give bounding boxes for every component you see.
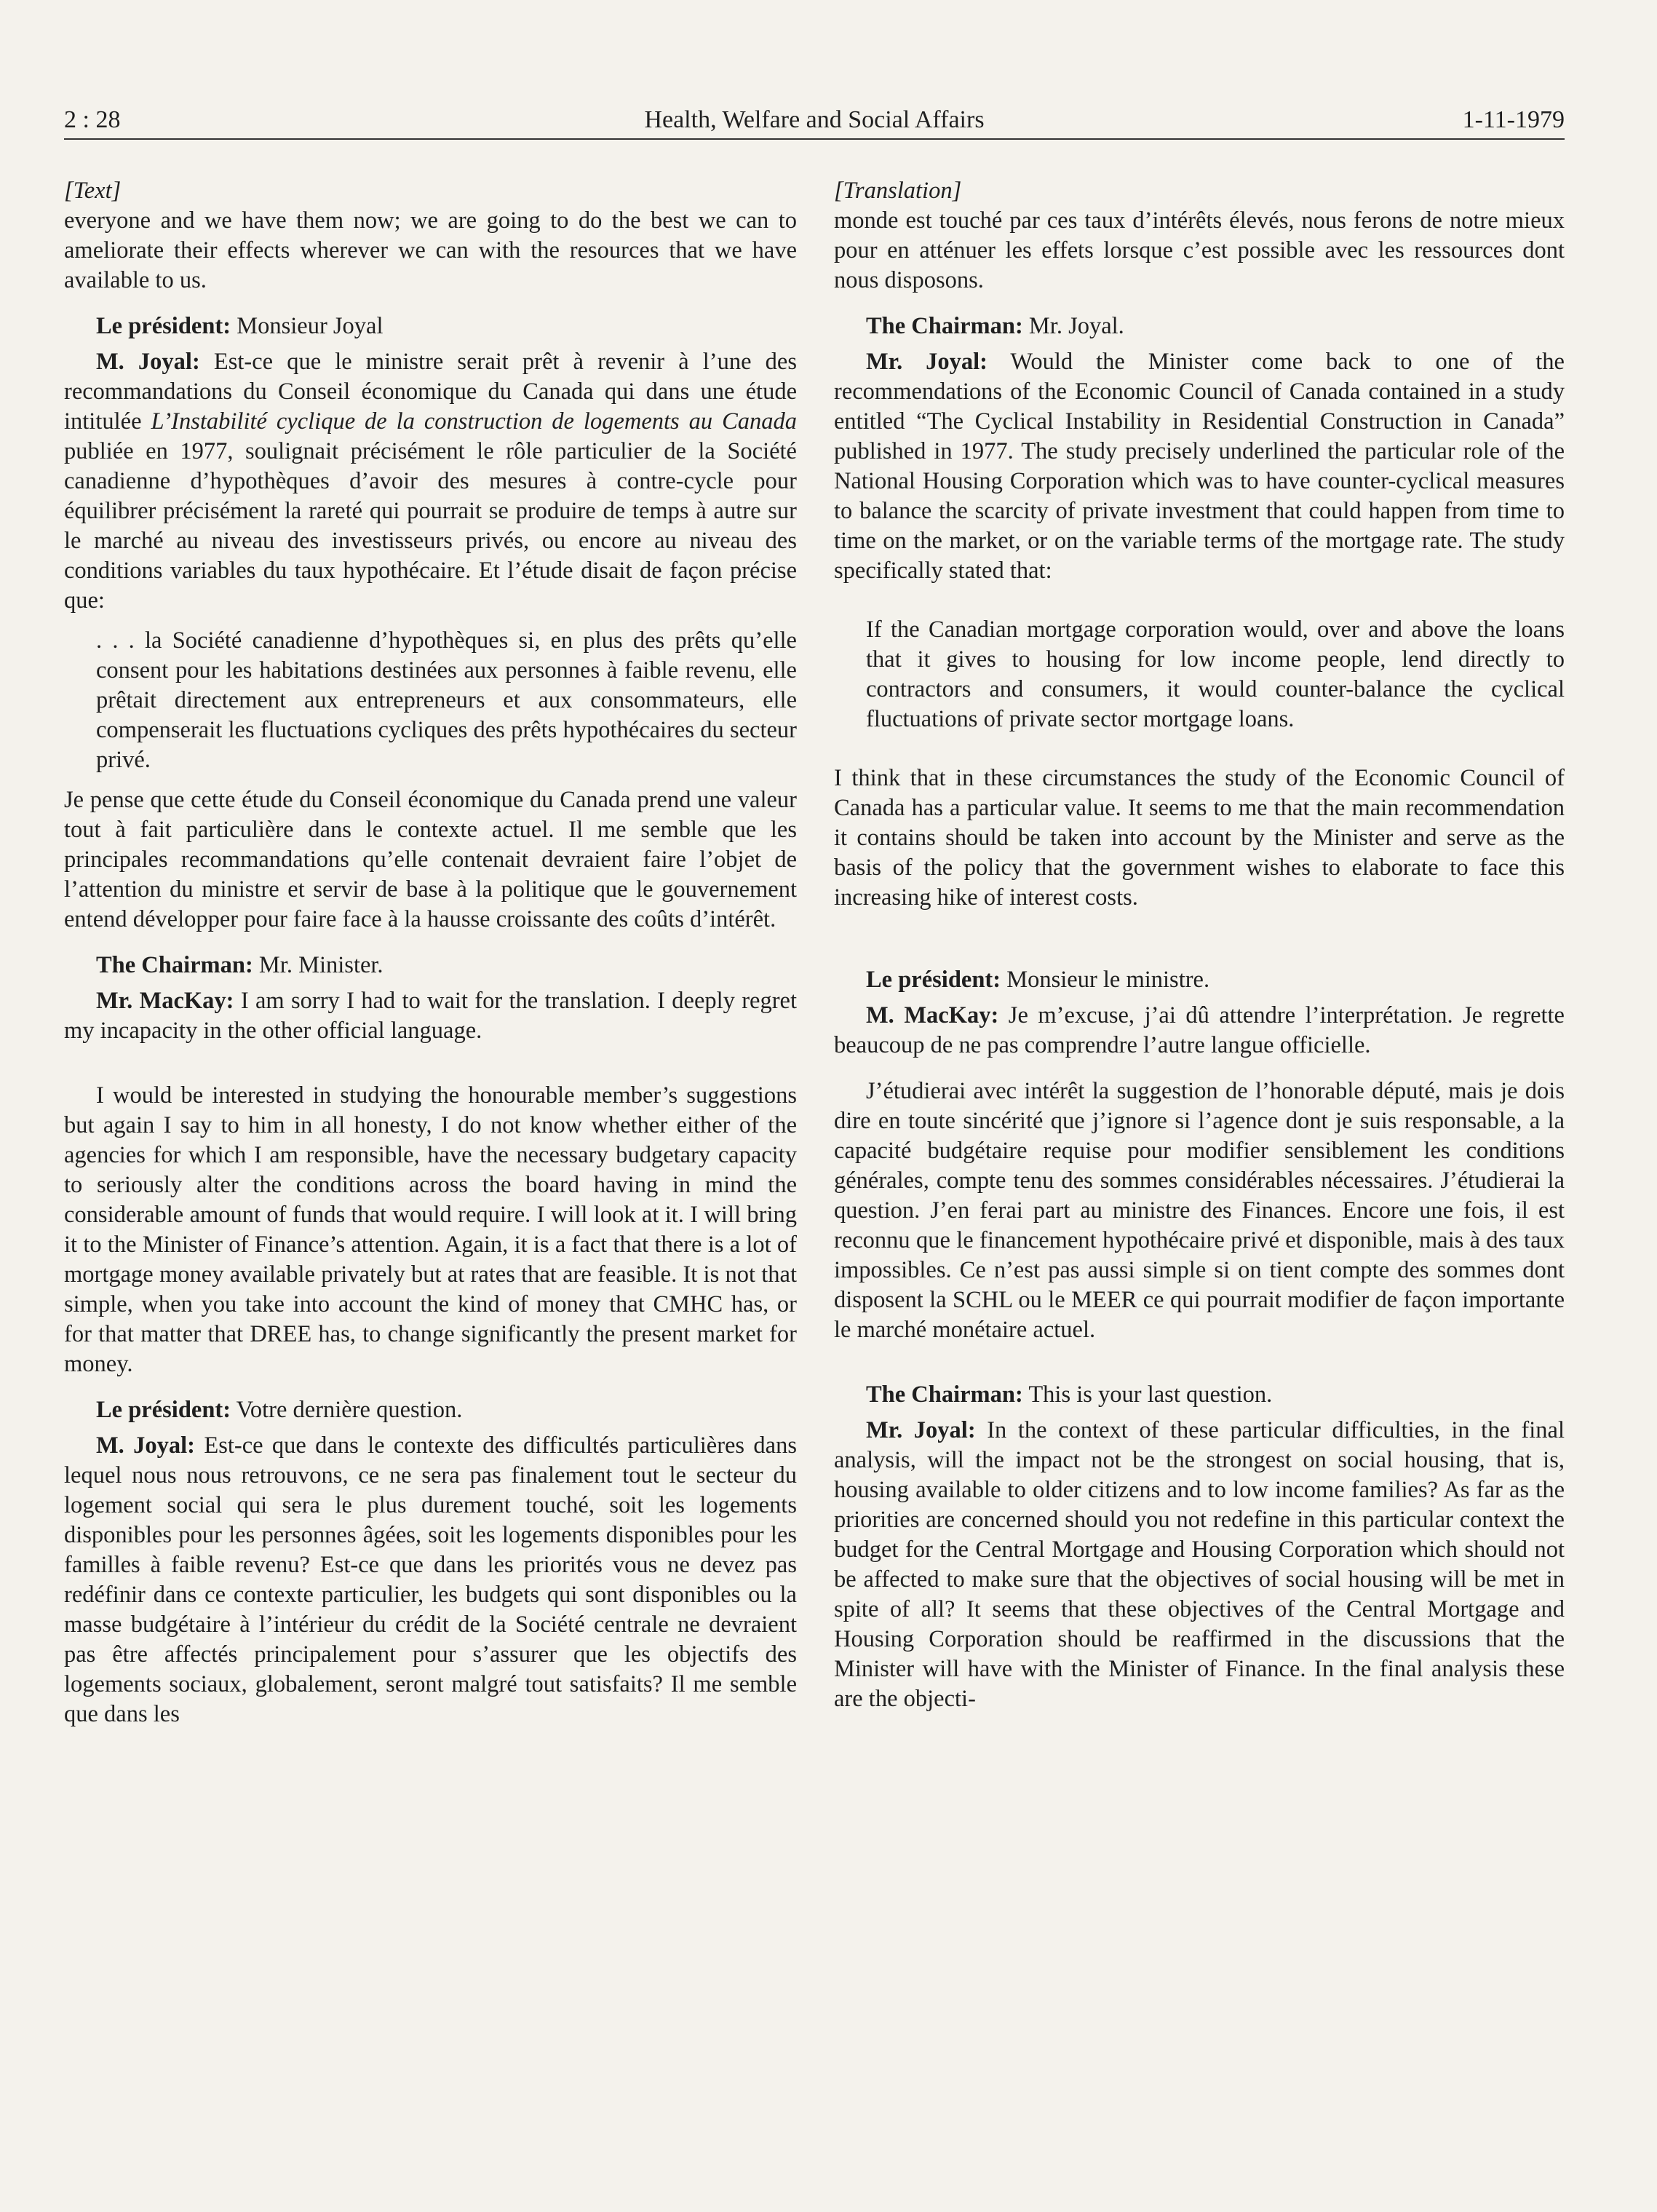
speech — [64, 347, 797, 616]
paragraph: J’étudierai avec intérêt la suggestion de l’honorable député, mais je dois dire en toute sincérité que j’ignore si l’agence dont je suis responsable, a la capacité budgétaire requise pour modifier sensiblement les conditions générales, compte tenu des sommes considérables nécessaires. J’étudierai la question. J’en ferai part au ministre des Finances. Encore une fois, il est reconnu que le financement hypothécaire privé et disponible, mais à des taux impossibles. Ce n’est pas aussi simple si on tient compte des sommes dont disposent la SCHL ou le MEER ce qui pourrait modifier de façon importante le marché monétaire actuel. — [834, 1078, 1565, 1343]
paragraph: Je pense que cette étude du Conseil économique du Canada prend une valeur tout à fait particulière dans le contexte actuel. Il me semble que les principales recommandations qu’elle contenait devraient faire l’objet de l’attention du ministre et servir de base à la politique que le gouvernement entend développer pour faire face à la hausse croissante des coûts d’intérêt. — [64, 787, 797, 932]
speaker-name: Mr. Joyal: — [866, 1417, 976, 1443]
left-column — [64, 176, 797, 1729]
speech — [834, 965, 1565, 995]
speech-text: Would the Minister come back to one of the recommendations of the Economic Council of Canada contained in a study entitled “The Cyclical Instability in Residential Construction in Canada” published in 1977. The study precisely underlined the particular role of the National Housing Corporation which was to have counter-cyclical measures to balance the scarcity of private investment that could happen from time to time on the market, or on the variable terms of the mortgage rate. The study specifically stated that: — [834, 349, 1565, 584]
paragraph: I think that in these circumstances the study of the Economic Council of Canada has a particular value. It seems to me that the main recommendation it contains should be taken into account by the Minister and serve as the basis of the policy that the government wishes to elaborate to face this increasing hike of interest costs. — [834, 765, 1565, 911]
speech — [64, 312, 797, 341]
speech-text: I am sorry I had to wait for the translation. I deeply regret my incapacity in the other official language. — [64, 988, 797, 1044]
paragraph: everyone and we have them now; we are going to do the best we can to ameliorate their effects wherever we can with the resources that we have available to us. — [64, 207, 797, 293]
speech-text: In the context of these particular difficulties, in the final analysis, will the impact not be the strongest on social housing, that is, housing available to older citizens and to low income families? As far as the priorities are concerned should you not redefine in this particular context the budget for the Central Mortgage and Housing Corporation which should not be affected to make sure that the objectives of social housing will be met in spite of all? It seems that these objectives of the Central Mortgage and Housing Corporation should be reaffirmed in the discussions that the Minister will have with the Minister of Finance. In the final analysis these are the objecti- — [834, 1417, 1565, 1712]
speech — [834, 312, 1565, 341]
study-title: L’Instabilité cyclique de la construction de logements au Canada — [151, 408, 797, 435]
speech — [64, 1431, 797, 1729]
speech-text: publiée en 1977, soulignait précisément le rôle particulier de la Société canadienne d’hypothèques d’avoir des mesures à contre-cycle pour équilibrer précisément la rareté qui pourrait se produire de temps à autre sur le marché au niveau des investisseurs privés, ou encore au niveau des conditions variables du taux hypothécaire. Et l’étude disait de façon précise que: — [64, 438, 797, 614]
speech-text: Mr. Joyal. — [1022, 313, 1124, 339]
speech — [834, 1380, 1565, 1410]
speaker-name: Le président: — [96, 313, 231, 339]
speech-text: Je m’excuse, j’ai dû attendre l’interprétation. Je regrette beaucoup de ne pas comprendre l’autre langue officielle. — [834, 1002, 1565, 1058]
speech-text: Votre dernière question. — [231, 1397, 463, 1423]
speaker-name: Mr. MacKay: — [96, 988, 234, 1014]
speech — [64, 986, 797, 1046]
speaker-name: M. Joyal: — [96, 349, 200, 375]
speaker-name: Mr. Joyal: — [866, 349, 988, 375]
speech-text: Est-ce que le ministre serait prêt à revenir à l’une des recommandations du Conseil économique du Canada qui dans une étude intitulée — [64, 349, 797, 435]
speech-text: This is your last question. — [1022, 1381, 1273, 1408]
column-label: [Text] — [64, 178, 122, 204]
speech-text: Mr. Minister. — [253, 952, 384, 978]
right-column — [834, 176, 1565, 1714]
speech — [64, 951, 797, 980]
speaker-name: The Chairman: — [866, 1381, 1023, 1408]
speech-text: Est-ce que dans le contexte des difficultés particulières dans lequel nous nous retrouvons, ce ne sera pas finalement tout le secteur du logement social qui sera le plus durement touché, soit les logements disponibles pour les personnes âgées, soit les logements disponibles pour les familles à faible revenu? Est-ce que dans les priorités vous ne devez pas redéfinir dans ce contexte particulier, les budgets qui sont disponibles ou la masse budgétaire à l’intérieur du crédit de la Société centrale ne devraient pas être affectés principalement pour s’assurer que les objectifs des logements sociaux, globalement, seront malgré tout satisfaits? Il me semble que dans les — [64, 1432, 798, 1727]
column-label: [Translation] — [834, 178, 962, 204]
speech — [834, 347, 1565, 586]
speaker-name: Le président: — [866, 967, 1001, 993]
speaker-name: M. Joyal: — [96, 1432, 195, 1459]
page-header — [64, 102, 1565, 138]
running-title: Health, Welfare and Social Affairs — [644, 106, 985, 133]
page-number: 2 : 28 — [64, 106, 121, 133]
header-rule — [64, 138, 1565, 140]
speech — [834, 1001, 1565, 1061]
speaker-name: The Chairman: — [96, 952, 253, 978]
speaker-name: The Chairman: — [866, 313, 1023, 339]
speech-text: Monsieur le ministre. — [1001, 967, 1210, 993]
paragraph: I would be interested in studying the honourable member’s suggestions but again I say to him in all honesty, I do not know whether either of the agencies for which I am responsible, have the necessary budgetary capacity to seriously alter the conditions across the board having in mind the considerable amount of funds that would require. I will look at it. I will bring it to the Minister of Finance’s attention. Again, it is a fact that there is a lot of mortgage money available privately but at rates that are feasible. It is not that simple, when you take into account the kind of money that CMHC has, or for that matter that DREE has, to change significantly the present market for money. — [64, 1082, 797, 1377]
block-quote: . . . la Société canadienne d’hypothèques si, en plus des prêts qu’elle consent pour les habitations destinées aux personnes à faible revenu, elle prêtait directement aux entrepreneurs et aux consommateurs, elle compenserait les fluctuations cycliques des prêts hypothécaires du secteur privé. — [96, 627, 797, 773]
speech — [64, 1395, 797, 1425]
speaker-name: M. MacKay: — [866, 1002, 999, 1028]
speech-text: Monsieur Joyal — [231, 313, 384, 339]
paragraph: monde est touché par ces taux d’intérêts élevés, nous ferons de notre mieux pour en atténuer les effets lorsque c’est possible avec les ressources dont nous disposons. — [834, 207, 1565, 293]
speech — [834, 1416, 1565, 1714]
header-date: 1-11-1979 — [1462, 106, 1565, 133]
block-quote: If the Canadian mortgage corporation would, over and above the loans that it gives to housing for low income people, lend directly to contractors and consumers, it would counter-balance the cyclical fluctuations of private sector mortgage loans. — [866, 617, 1565, 732]
speaker-name: Le président: — [96, 1397, 231, 1423]
